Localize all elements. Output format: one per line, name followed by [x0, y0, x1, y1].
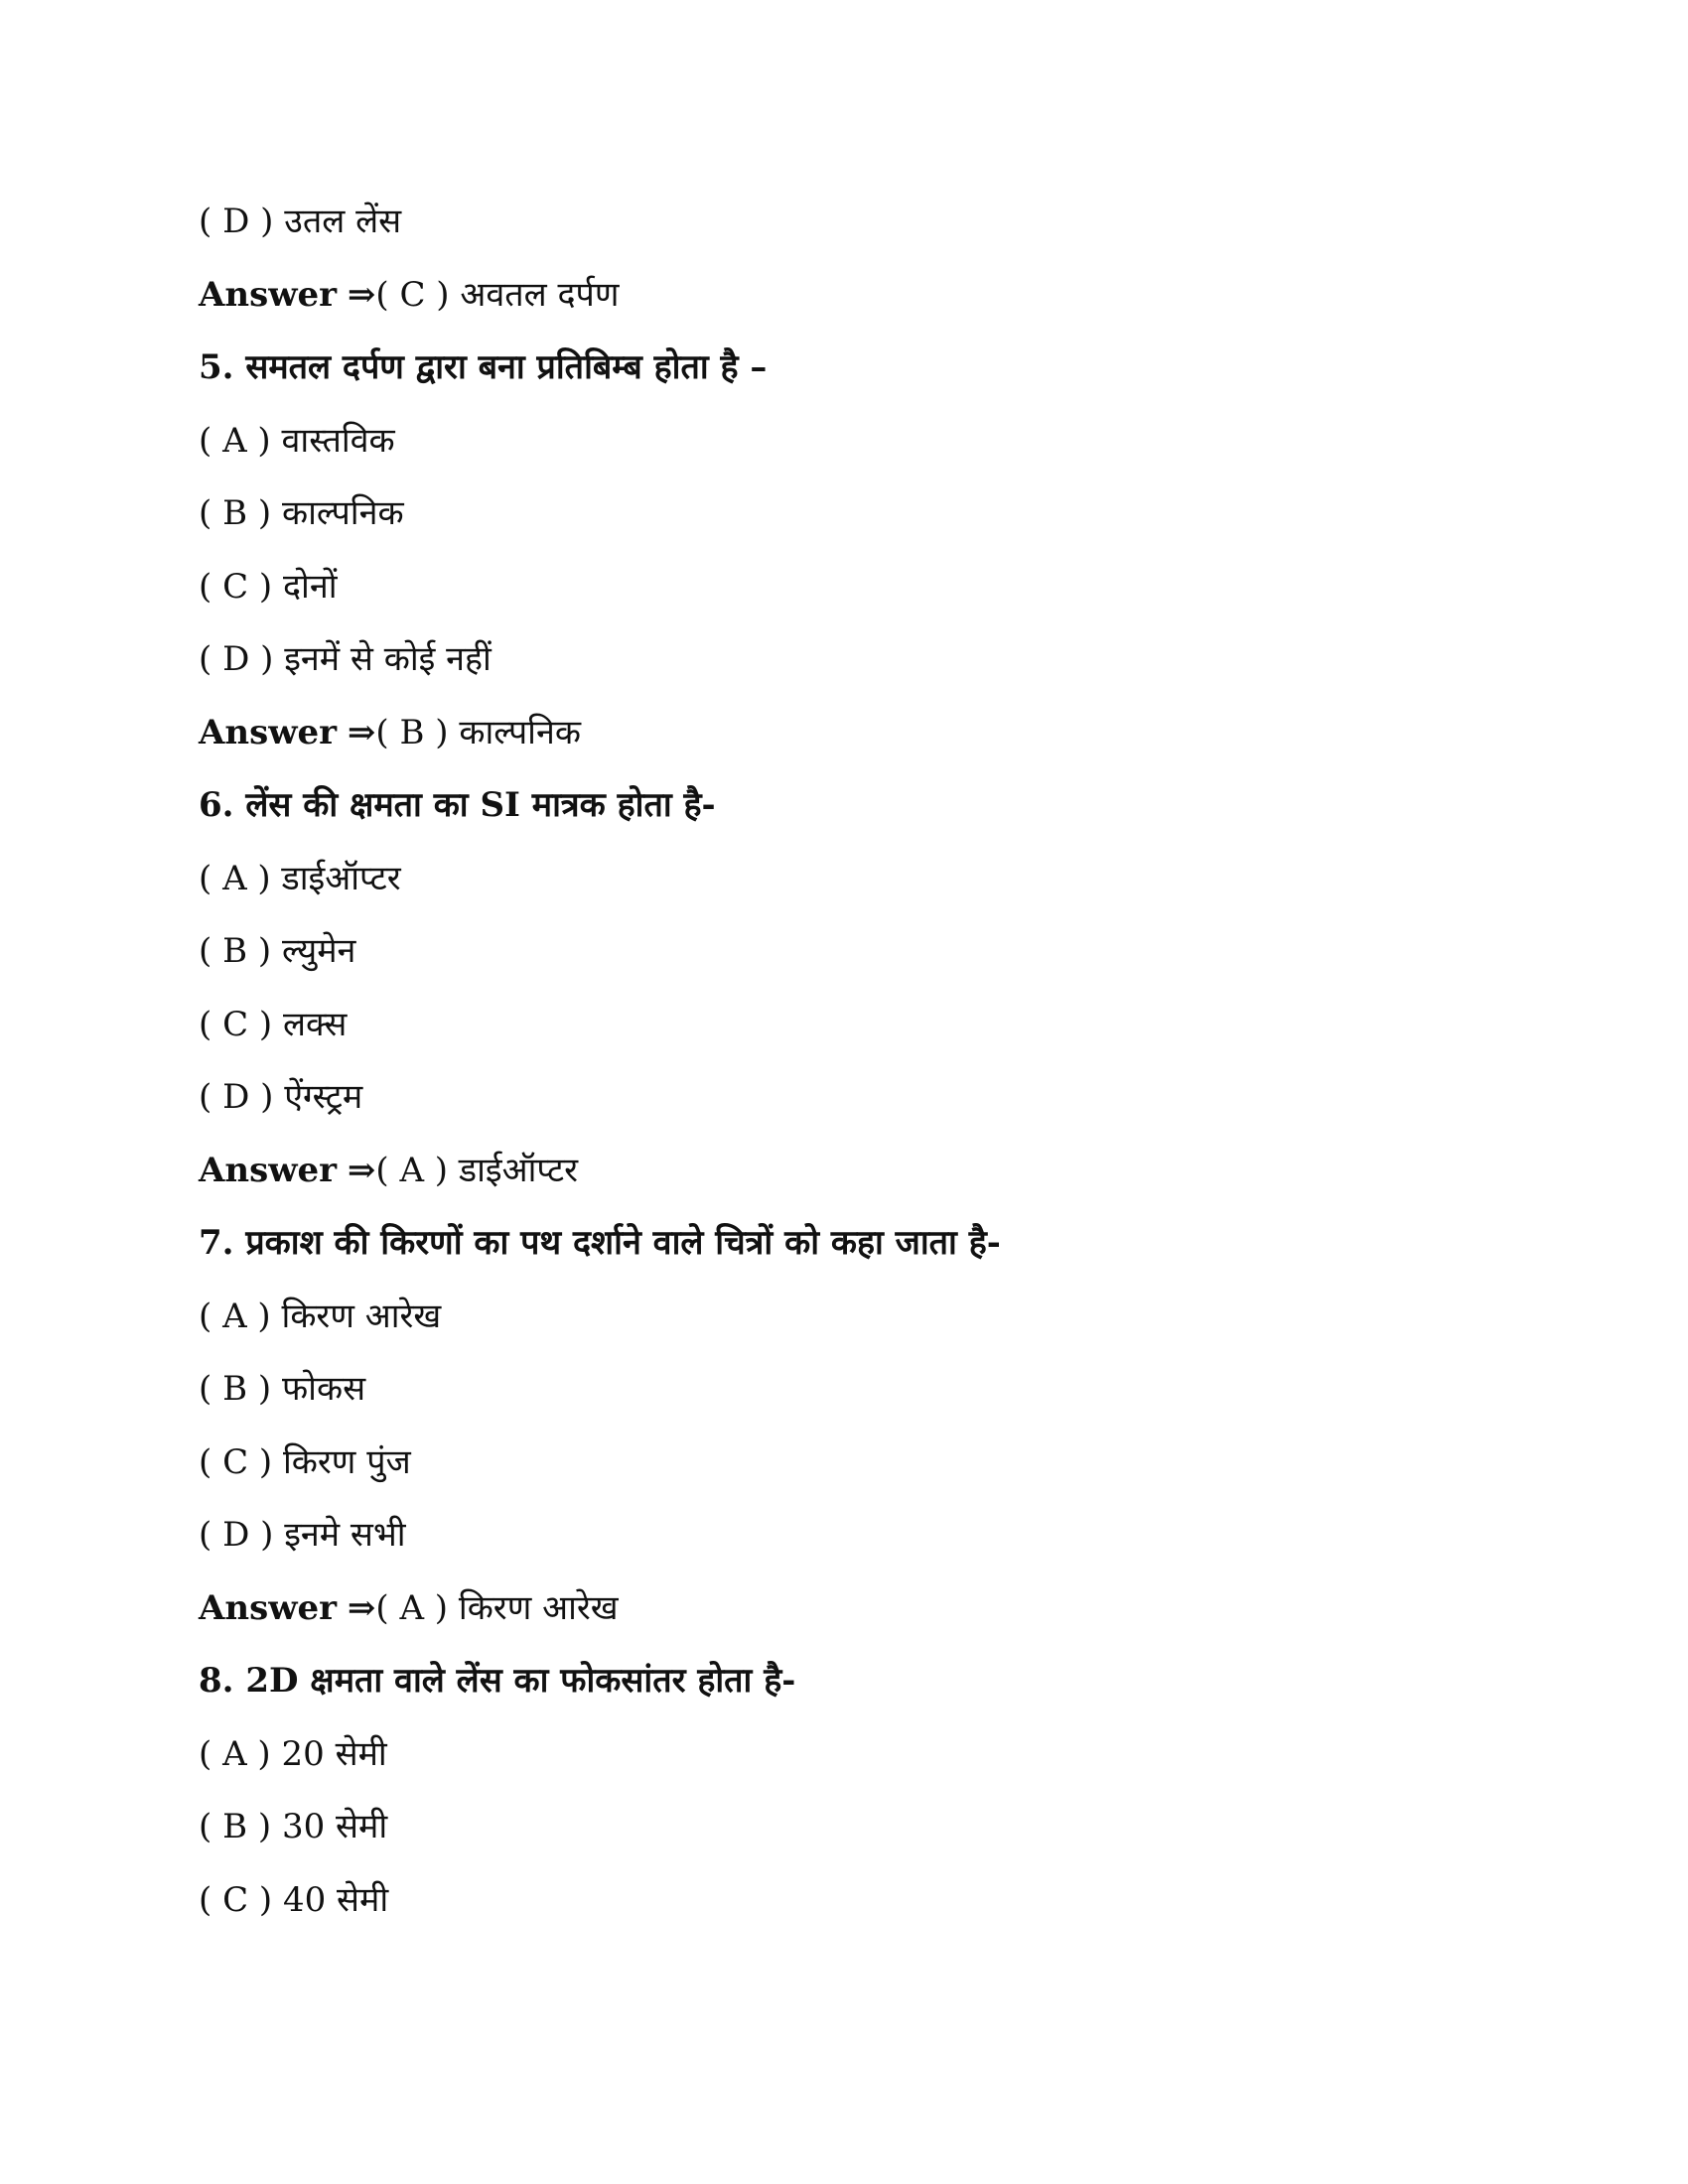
option-text: वास्तविक — [281, 420, 395, 461]
option-letter: ( D ) — [199, 202, 274, 241]
answer-letter: ( C ) — [375, 274, 450, 315]
option-text: 40 सेमी — [282, 1879, 389, 1920]
option-text: डाईऑप्टर — [281, 858, 401, 898]
option-text: किरण पुंज — [282, 1441, 411, 1482]
answer-line — [199, 1144, 1489, 1217]
option-letter: ( C ) — [199, 566, 273, 607]
option-letter: ( B ) — [199, 1369, 272, 1409]
option-text: काल्पनिक — [281, 493, 404, 533]
option-text: ऐंग्स्ट्रम — [284, 1077, 363, 1117]
option-letter: ( A ) — [199, 858, 271, 898]
option-text: 20 सेमी — [281, 1733, 387, 1774]
answer-line — [199, 1581, 1489, 1655]
option-line — [199, 632, 1489, 706]
option-text: दोनों — [282, 566, 338, 607]
option-line — [199, 414, 1489, 487]
option-letter: ( D ) — [199, 1077, 274, 1117]
option-text: इनमें से कोई नहीं — [284, 639, 492, 679]
option-text: फोकस — [281, 1369, 366, 1409]
answer-label: Answer — [199, 712, 338, 752]
question-heading — [199, 1654, 1489, 1727]
option-text: किरण आरेख — [281, 1296, 442, 1336]
option-letter: ( A ) — [199, 1733, 271, 1774]
option-text: ल्युमेन — [281, 931, 356, 971]
option-line — [199, 486, 1489, 560]
option-line — [199, 560, 1489, 633]
answer-line — [199, 706, 1489, 779]
answer-text: डाईऑप्टर — [458, 1150, 579, 1190]
option-line — [199, 195, 1489, 268]
answer-letter: ( A ) — [375, 1587, 449, 1628]
option-letter: ( C ) — [199, 1441, 273, 1482]
question-text: 6. लेंस की क्षमता का SI मात्रक होता है- — [199, 785, 716, 825]
answer-arrow-icon: ⇒ — [347, 1587, 376, 1628]
option-text: 30 सेमी — [281, 1807, 388, 1846]
option-line — [199, 1290, 1489, 1363]
question-heading — [199, 1216, 1489, 1290]
option-text: उतल लेंस — [284, 202, 402, 241]
option-letter: ( D ) — [199, 639, 274, 679]
option-letter: ( D ) — [199, 1515, 274, 1555]
option-letter: ( A ) — [199, 420, 271, 461]
option-line — [199, 1727, 1489, 1801]
question-text: 5. समतल दर्पण द्वारा बना प्रतिबिम्ब होता है – — [199, 347, 768, 387]
option-line — [199, 998, 1489, 1071]
answer-line — [199, 268, 1489, 341]
option-line — [199, 1873, 1489, 1947]
answer-label: Answer — [199, 1587, 338, 1628]
answer-letter: ( B ) — [375, 712, 449, 752]
answer-arrow-icon: ⇒ — [347, 274, 376, 315]
option-line — [199, 924, 1489, 998]
option-text: इनमे सभी — [284, 1515, 406, 1555]
answer-arrow-icon: ⇒ — [347, 1150, 376, 1190]
option-text: लक्स — [282, 1004, 348, 1044]
answer-text: काल्पनिक — [459, 712, 581, 752]
option-letter: ( C ) — [199, 1004, 273, 1044]
option-letter: ( A ) — [199, 1296, 271, 1336]
answer-text: अवतल दर्पण — [460, 274, 620, 315]
quiz-page — [199, 195, 1489, 1946]
option-line — [199, 1435, 1489, 1509]
option-letter: ( B ) — [199, 493, 272, 533]
question-text: 7. प्रकाश की किरणों का पथ दर्शाने वाले चित्रों को कहा जाता है- — [199, 1223, 1001, 1263]
option-letter: ( C ) — [199, 1879, 273, 1920]
option-line — [199, 1070, 1489, 1144]
question-heading — [199, 341, 1489, 414]
question-heading — [199, 778, 1489, 852]
answer-label: Answer — [199, 274, 338, 315]
answer-arrow-icon: ⇒ — [347, 712, 376, 752]
option-line — [199, 1508, 1489, 1581]
answer-text: किरण आरेख — [458, 1587, 619, 1628]
option-line — [199, 852, 1489, 925]
option-letter: ( B ) — [199, 931, 272, 971]
option-letter: ( B ) — [199, 1807, 272, 1846]
option-line — [199, 1362, 1489, 1435]
question-text: 8. 2D क्षमता वाले लेंस का फोकसांतर होता है- — [199, 1661, 796, 1701]
answer-letter: ( A ) — [375, 1150, 449, 1190]
answer-label: Answer — [199, 1150, 338, 1190]
option-line — [199, 1800, 1489, 1873]
